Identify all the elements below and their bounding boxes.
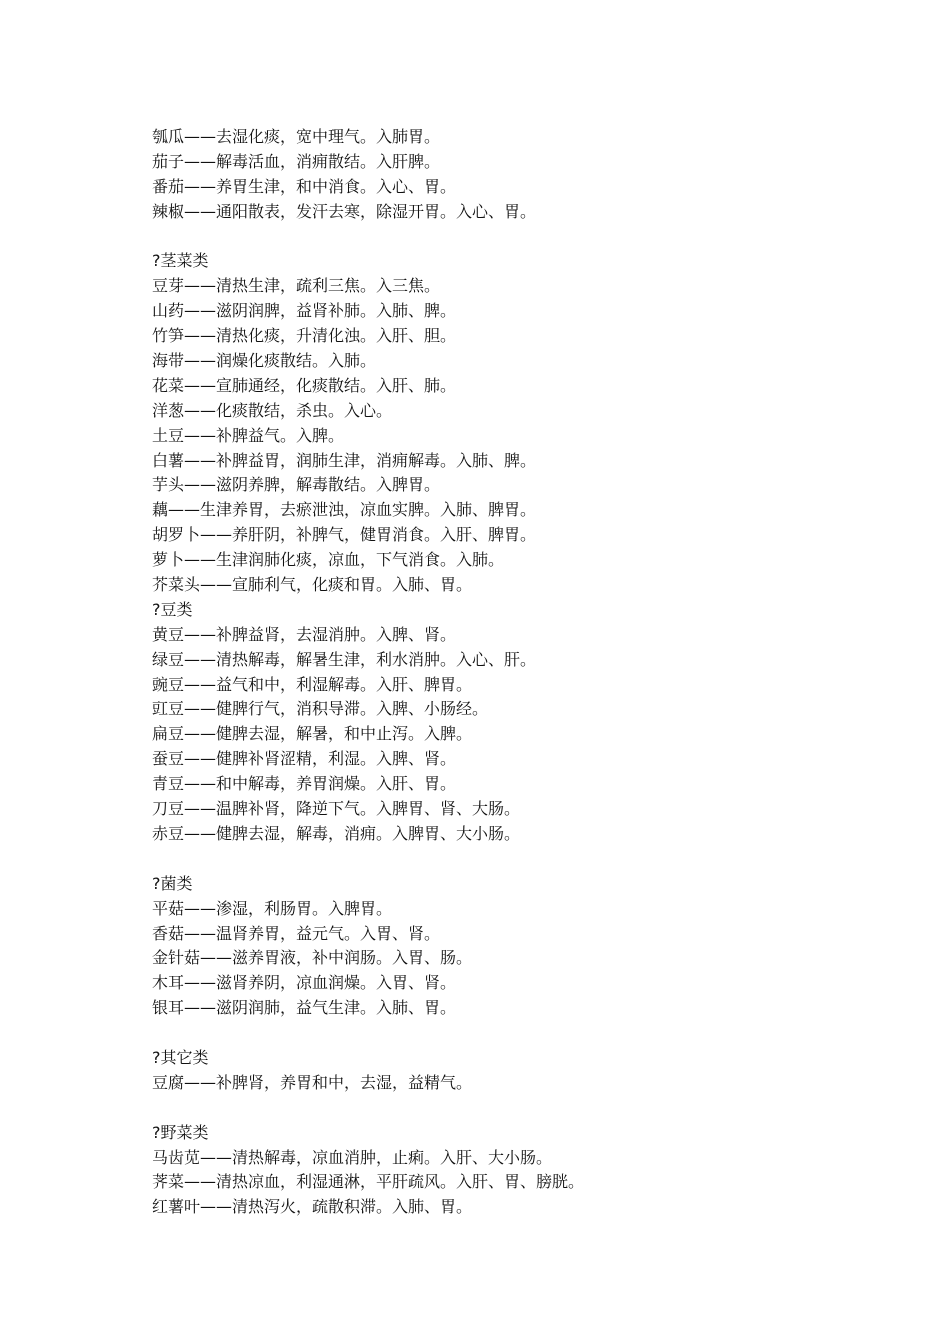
text-line: 番茄——养胃生津，和中消食。入心、胃。 [152, 176, 457, 196]
text-line: 蚕豆——健脾补肾涩精，利湿。入脾、肾。 [152, 749, 457, 769]
blank-line [152, 1096, 932, 1121]
text-line: 平菇——渗湿，利肠胃。入脾胃。 [152, 898, 393, 918]
text-line: 荠菜——清热凉血，利湿通淋，平肝疏风。入肝、胃、膀胱。 [152, 1172, 585, 1192]
section-heading: ?茎菜类 [152, 251, 209, 271]
text-line: 海带——润燥化痰散结。入肺。 [152, 351, 377, 371]
text-line: 马齿苋——清热解毒，凉血消肿，止痢。入肝、大小肠。 [152, 1147, 553, 1167]
blank-line [152, 225, 932, 250]
section-heading: ?豆类 [152, 599, 193, 619]
text-line: 金针菇——滋养胃液，补中润肠。入胃、肠。 [152, 948, 473, 968]
text-line: 花菜——宣肺通经，化痰散结。入肝、肺。 [152, 375, 457, 395]
text-line: 藕——生津养胃，去瘀泄浊，凉血实脾。入肺、脾胃。 [152, 500, 537, 520]
text-line: 赤豆——健脾去湿，解毒，消痈。入脾胃、大小肠。 [152, 823, 521, 843]
section-heading: ?菌类 [152, 873, 193, 893]
text-line: 豌豆——益气和中，利湿解毒。入肝、脾胃。 [152, 674, 473, 694]
section-heading: ?其它类 [152, 1047, 209, 1067]
text-line: 黄豆——补脾益肾，去湿消肿。入脾、肾。 [152, 624, 457, 644]
text-line: 红薯叶——清热泻火，疏散积滞。入肺、胃。 [152, 1197, 473, 1217]
text-line: 土豆——补脾益气。入脾。 [152, 425, 345, 445]
section-heading: ?野菜类 [152, 1122, 209, 1142]
text-line: 青豆——和中解毒，养胃润燥。入肝、胃。 [152, 774, 457, 794]
text-line: 香菇——温肾养胃，益元气。入胃、肾。 [152, 923, 441, 943]
text-line: 白薯——补脾益胃，润肺生津，消痈解毒。入肺、脾。 [152, 450, 537, 470]
text-line: 豆芽——清热生津，疏利三焦。入三焦。 [152, 276, 441, 296]
text-line: 山药——滋阴润脾，益肾补肺。入肺、脾。 [152, 301, 457, 321]
text-line: 豇豆——健脾行气，消积导滞。入脾、小肠经。 [152, 699, 489, 719]
text-line: 茄子——解毒活血，消痈散结。入肝脾。 [152, 151, 441, 171]
text-line: 绿豆——清热解毒，解暑生津，利水消肿。入心、肝。 [152, 649, 537, 669]
blank-line [152, 847, 932, 872]
text-line: 银耳——滋阴润肺，益气生津。入肺、胃。 [152, 998, 457, 1018]
text-line: 萝卜——生津润肺化痰，凉血，下气消食。入肺。 [152, 550, 505, 570]
text-line: 胡罗卜——养肝阴，补脾气，健胃消食。入肝、脾胃。 [152, 525, 537, 545]
text-line: 瓠瓜——去湿化痰，宽中理气。入肺胃。 [152, 127, 441, 146]
text-line: 刀豆——温脾补肾，降逆下气。入脾胃、肾、大肠。 [152, 799, 521, 819]
text-line: 辣椒——通阳散表，发汗去寒，除湿开胃。入心、胃。 [152, 201, 537, 221]
text-line: 扁豆——健脾去湿，解暑，和中止泻。入脾。 [152, 724, 473, 744]
text-line: 芋头——滋阴养脾，解毒散结。入脾胃。 [152, 475, 441, 495]
text-line: 洋葱——化痰散结，杀虫。入心。 [152, 400, 393, 420]
text-line: 竹笋——清热化痰，升清化浊。入肝、胆。 [152, 326, 457, 346]
text-line: 豆腐——补脾肾，养胃和中，去湿，益精气。 [152, 1072, 473, 1092]
text-line: 木耳——滋肾养阴，凉血润燥。入胃、肾。 [152, 973, 457, 993]
document-body [152, 125, 932, 1220]
text-line: 芥菜头——宣肺利气，化痰和胃。入肺、胃。 [152, 575, 473, 595]
blank-line [152, 1021, 932, 1046]
